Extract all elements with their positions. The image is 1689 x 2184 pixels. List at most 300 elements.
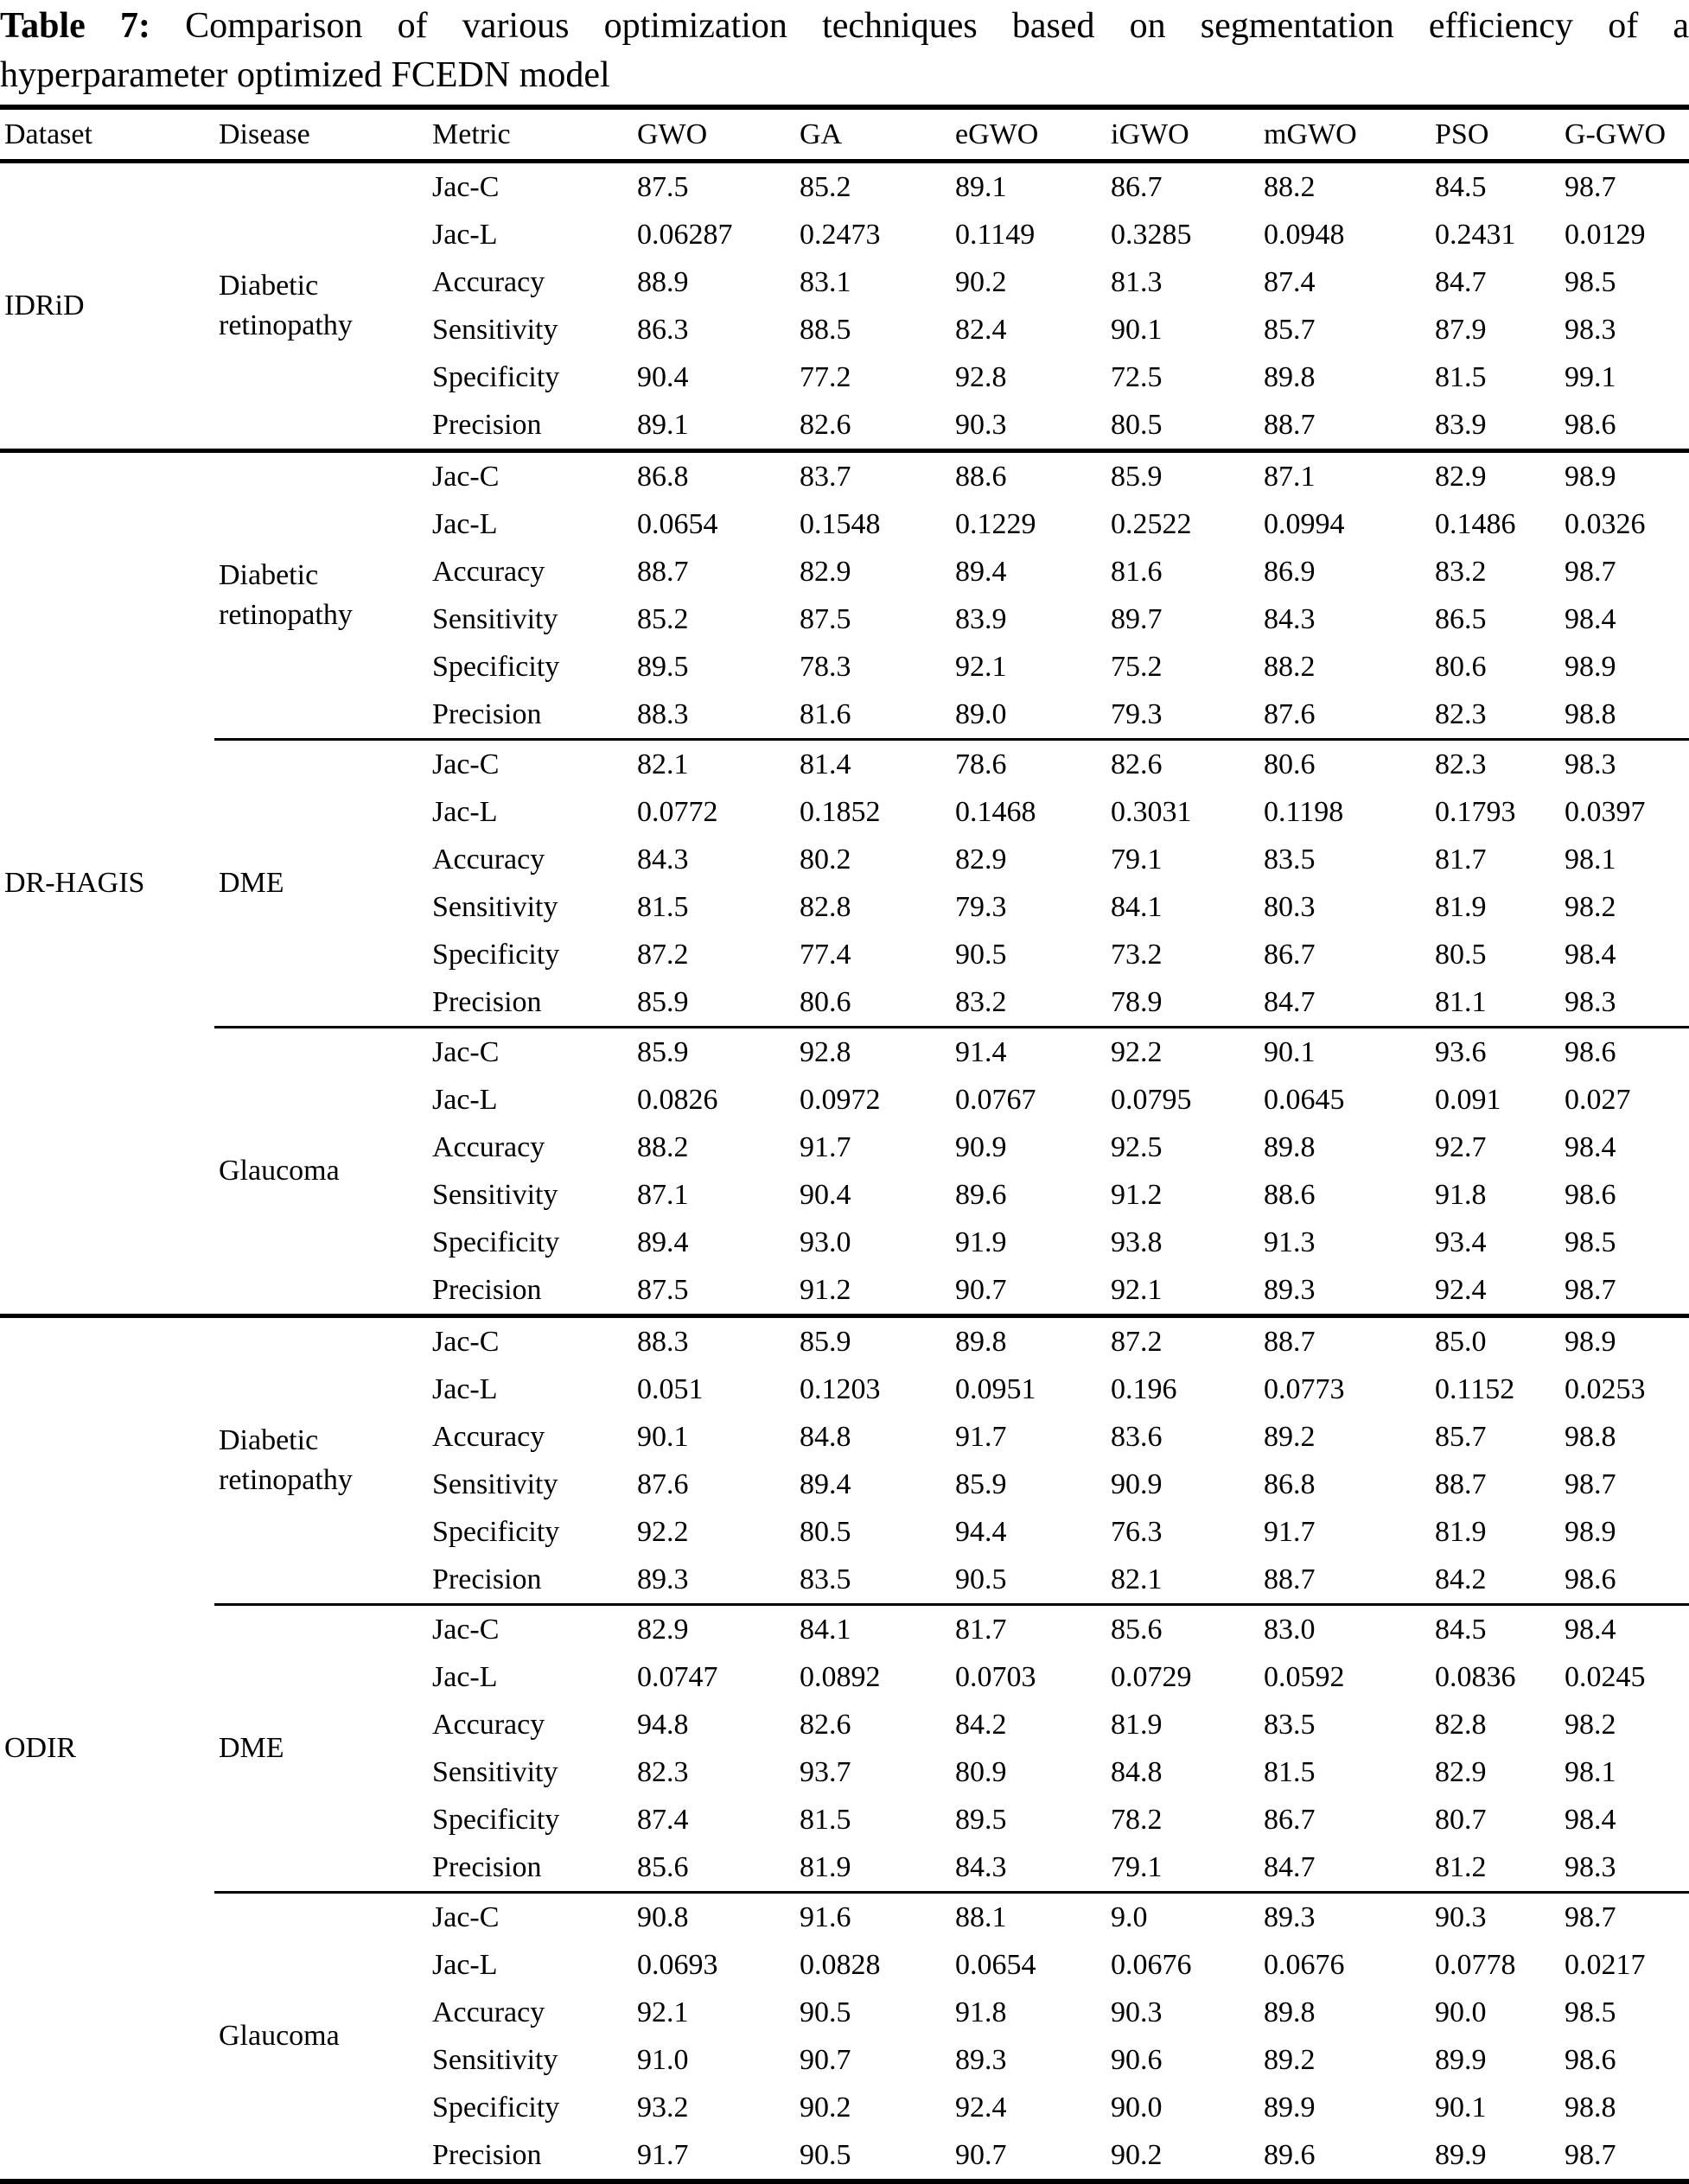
value-cell-ga: 82.9 — [800, 555, 851, 588]
metric-cell: Specificity — [432, 1226, 560, 1258]
value-cell-egwo: 83.9 — [955, 602, 1007, 635]
value-cell-pso: 87.9 — [1435, 313, 1487, 346]
value-cell-igwo: 89.7 — [1111, 602, 1163, 635]
value-cell-mgwo: 0.0676 — [1264, 1948, 1345, 1981]
value-cell-g-gwo: 98.4 — [1565, 1803, 1616, 1836]
value-cell-gwo: 87.4 — [637, 1803, 689, 1836]
value-cell-egwo: 89.8 — [951, 1316, 1106, 1366]
value-cell-ga: 91.6 — [795, 1893, 951, 1942]
value-cell-g-gwo: 98.6 — [1565, 2043, 1616, 2076]
value-cell-pso: 84.7 — [1435, 265, 1487, 298]
value-cell-ga: 83.5 — [800, 1563, 851, 1595]
value-cell-ga: 82.6 — [800, 408, 851, 441]
value-cell-g-gwo: 98.6 — [1565, 1563, 1616, 1595]
value-cell-mgwo: 86.8 — [1264, 1468, 1316, 1500]
value-cell-ga: 78.3 — [800, 650, 851, 683]
value-cell-gwo: 85.9 — [633, 1028, 795, 1077]
value-cell-ga: 84.8 — [800, 1420, 851, 1453]
value-cell-mgwo: 83.5 — [1264, 1708, 1316, 1741]
value-cell-g-gwo: 98.8 — [1565, 1420, 1616, 1453]
value-cell-gwo: 87.2 — [637, 938, 689, 971]
value-cell-igwo: 0.0729 — [1111, 1660, 1192, 1693]
value-cell-igwo: 9.0 — [1106, 1893, 1259, 1942]
value-cell-igwo: 85.9 — [1106, 451, 1259, 501]
value-cell-gwo: 94.8 — [637, 1708, 689, 1741]
disease-cell: Glaucoma — [214, 1893, 428, 2182]
value-cell-gwo: 88.3 — [637, 697, 689, 730]
value-cell-g-gwo: 98.7 — [1565, 170, 1616, 203]
metric-cell: Jac-C — [428, 1893, 633, 1942]
value-cell-gwo: 89.4 — [637, 1226, 689, 1258]
value-cell-gwo: 85.2 — [637, 602, 689, 635]
value-cell-g-gwo: 98.5 — [1565, 1226, 1616, 1258]
value-cell-egwo: 89.3 — [955, 2043, 1007, 2076]
metric-cell: Jac-C — [428, 1028, 633, 1077]
value-cell-egwo: 90.7 — [955, 2138, 1007, 2171]
value-cell-igwo: 76.3 — [1111, 1515, 1163, 1548]
value-cell-igwo: 84.8 — [1111, 1755, 1163, 1788]
value-cell-gwo: 0.0747 — [637, 1660, 718, 1693]
table-row — [0, 740, 1689, 789]
value-cell-g-gwo: 98.3 — [1565, 313, 1616, 346]
value-cell-g-gwo: 98.7 — [1565, 2138, 1616, 2171]
value-cell-mgwo: 89.8 — [1264, 1996, 1316, 2028]
value-cell-egwo: 89.5 — [955, 1803, 1007, 1836]
metric-cell: Jac-L — [432, 1660, 498, 1693]
value-cell-igwo: 90.3 — [1111, 1996, 1163, 2028]
value-cell-pso: 90.0 — [1435, 1996, 1487, 2028]
table-row — [0, 1605, 1689, 1654]
value-cell-g-gwo: 98.6 — [1565, 1178, 1616, 1211]
value-cell-gwo: 87.5 — [637, 1273, 689, 1306]
value-cell-pso: 82.3 — [1435, 697, 1487, 730]
value-cell-egwo: 85.9 — [955, 1468, 1007, 1500]
value-cell-gwo: 87.5 — [637, 170, 689, 203]
value-cell-egwo: 90.3 — [955, 408, 1007, 441]
value-cell-pso: 80.6 — [1435, 650, 1487, 683]
value-cell-igwo: 0.3031 — [1111, 795, 1192, 828]
value-cell-mgwo: 81.5 — [1264, 1755, 1316, 1788]
value-cell-pso: 85.0 — [1431, 1316, 1560, 1366]
metric-cell: Accuracy — [432, 1708, 545, 1741]
comparison-table — [0, 105, 1689, 2184]
caption-text: Comparison of various optimization techniques based on segmentation efficiency of a — [185, 6, 1689, 46]
value-cell-g-gwo: 98.7 — [1565, 1468, 1616, 1500]
value-cell-egwo: 79.3 — [955, 890, 1007, 923]
value-cell-mgwo: 0.0994 — [1264, 507, 1345, 540]
value-cell-gwo: 0.06287 — [637, 218, 733, 251]
value-cell-pso: 81.7 — [1435, 843, 1487, 876]
value-cell-pso: 84.2 — [1435, 1563, 1487, 1595]
value-cell-mgwo: 88.2 — [1264, 170, 1316, 203]
value-cell-ga: 93.7 — [800, 1755, 851, 1788]
value-cell-pso: 82.9 — [1431, 451, 1560, 501]
value-cell-g-gwo: 0.0326 — [1565, 507, 1646, 540]
value-cell-igwo: 0.2522 — [1111, 507, 1192, 540]
header-row — [0, 107, 1689, 162]
value-cell-mgwo: 0.0592 — [1264, 1660, 1345, 1693]
value-cell-g-gwo: 0.0397 — [1565, 795, 1646, 828]
metric-cell: Precision — [432, 2138, 542, 2171]
value-cell-mgwo: 84.7 — [1264, 1850, 1316, 1883]
value-cell-g-gwo: 98.5 — [1565, 1996, 1616, 2028]
value-cell-pso: 92.4 — [1435, 1273, 1487, 1306]
metric-cell: Sensitivity — [432, 313, 558, 346]
value-cell-ga: 81.9 — [800, 1850, 851, 1883]
value-cell-pso: 83.9 — [1435, 408, 1487, 441]
metric-cell: Specificity — [432, 360, 560, 393]
disease-cell: Diabetic retinopathy — [214, 451, 428, 740]
value-cell-ga: 91.7 — [800, 1130, 851, 1163]
value-cell-pso: 85.7 — [1435, 1420, 1487, 1453]
value-cell-g-gwo: 0.0245 — [1565, 1660, 1646, 1693]
value-cell-mgwo: 0.0645 — [1264, 1083, 1345, 1116]
value-cell-mgwo: 88.2 — [1264, 650, 1316, 683]
disease-cell: DME — [214, 740, 428, 1028]
value-cell-g-gwo: 98.8 — [1565, 697, 1616, 730]
value-cell-gwo: 88.7 — [637, 555, 689, 588]
value-cell-igwo: 81.3 — [1111, 265, 1163, 298]
value-cell-gwo: 89.3 — [637, 1563, 689, 1595]
value-cell-igwo: 79.1 — [1111, 1850, 1163, 1883]
value-cell-igwo: 82.1 — [1111, 1563, 1163, 1595]
value-cell-igwo: 92.1 — [1111, 1273, 1163, 1306]
metric-cell: Jac-L — [432, 218, 498, 251]
dataset-cell: DR-HAGIS — [0, 451, 214, 1316]
value-cell-igwo: 80.5 — [1111, 408, 1163, 441]
value-cell-ga: 84.1 — [795, 1605, 951, 1654]
metric-cell: Specificity — [432, 1515, 560, 1548]
value-cell-pso: 0.1793 — [1435, 795, 1516, 828]
value-cell-gwo: 0.051 — [637, 1372, 704, 1405]
value-cell-ga: 90.4 — [800, 1178, 851, 1211]
value-cell-g-gwo: 99.1 — [1565, 360, 1616, 393]
value-cell-ga: 90.5 — [800, 1996, 851, 2028]
value-cell-gwo: 90.1 — [637, 1420, 689, 1453]
value-cell-igwo: 87.2 — [1106, 1316, 1259, 1366]
value-cell-egwo: 88.1 — [951, 1893, 1106, 1942]
disease-cell: Diabetic retinopathy — [219, 270, 353, 341]
value-cell-egwo: 0.0654 — [955, 1948, 1036, 1981]
metric-cell: Jac-L — [432, 507, 498, 540]
value-cell-egwo: 92.8 — [955, 360, 1007, 393]
value-cell-mgwo: 86.7 — [1264, 1803, 1316, 1836]
value-cell-egwo: 84.2 — [955, 1708, 1007, 1741]
value-cell-egwo: 91.4 — [951, 1028, 1106, 1077]
metric-cell: Specificity — [432, 650, 560, 683]
value-cell-gwo: 90.4 — [637, 360, 689, 393]
value-cell-igwo: 93.8 — [1111, 1226, 1163, 1258]
metric-cell: Precision — [432, 985, 542, 1018]
value-cell-egwo: 83.2 — [955, 985, 1007, 1018]
value-cell-pso: 0.1486 — [1435, 507, 1516, 540]
metric-cell: Specificity — [432, 938, 560, 971]
value-cell-egwo: 91.7 — [955, 1420, 1007, 1453]
value-cell-mgwo: 89.2 — [1264, 2043, 1316, 2076]
value-cell-mgwo: 88.6 — [1264, 1178, 1316, 1211]
metric-cell: Accuracy — [432, 1130, 545, 1163]
metric-cell: Accuracy — [432, 555, 545, 588]
value-cell-egwo: 90.7 — [955, 1273, 1007, 1306]
value-cell-mgwo: 87.6 — [1264, 697, 1316, 730]
metric-cell: Jac-L — [432, 1948, 498, 1981]
column-header-mgwo: mGWO — [1259, 107, 1431, 162]
value-cell-gwo: 84.3 — [637, 843, 689, 876]
value-cell-igwo: 72.5 — [1111, 360, 1163, 393]
value-cell-mgwo: 83.0 — [1259, 1605, 1431, 1654]
metric-cell: Jac-L — [432, 795, 498, 828]
value-cell-mgwo: 91.3 — [1264, 1226, 1316, 1258]
value-cell-gwo: 0.0693 — [637, 1948, 718, 1981]
value-cell-pso: 84.5 — [1435, 170, 1487, 203]
metric-cell: Accuracy — [432, 265, 545, 298]
value-cell-pso: 89.9 — [1435, 2043, 1487, 2076]
value-cell-egwo: 88.6 — [951, 451, 1106, 501]
value-cell-igwo: 75.2 — [1111, 650, 1163, 683]
value-cell-ga: 93.0 — [800, 1226, 851, 1258]
value-cell-g-gwo: 98.5 — [1565, 265, 1616, 298]
value-cell-mgwo: 84.7 — [1264, 985, 1316, 1018]
value-cell-mgwo: 89.8 — [1264, 1130, 1316, 1163]
value-cell-igwo: 90.9 — [1111, 1468, 1163, 1500]
value-cell-mgwo: 0.0948 — [1264, 218, 1345, 251]
value-cell-igwo: 84.1 — [1111, 890, 1163, 923]
value-cell-igwo: 73.2 — [1111, 938, 1163, 971]
value-cell-g-gwo: 98.1 — [1565, 843, 1616, 876]
metric-cell: Precision — [432, 1563, 542, 1595]
value-cell-pso: 81.9 — [1435, 1515, 1487, 1548]
value-cell-egwo: 0.0951 — [955, 1372, 1036, 1405]
value-cell-gwo: 91.0 — [637, 2043, 689, 2076]
value-cell-mgwo: 86.7 — [1264, 938, 1316, 971]
column-header-ga: GA — [795, 107, 951, 162]
value-cell-pso: 82.3 — [1431, 740, 1560, 789]
value-cell-mgwo: 88.7 — [1264, 408, 1316, 441]
value-cell-ga: 89.4 — [800, 1468, 851, 1500]
value-cell-egwo: 90.5 — [955, 1563, 1007, 1595]
value-cell-g-gwo: 98.9 — [1560, 1316, 1689, 1366]
value-cell-gwo: 0.0654 — [637, 507, 718, 540]
value-cell-ga: 81.6 — [800, 697, 851, 730]
value-cell-gwo: 0.0826 — [637, 1083, 718, 1116]
column-header-g-gwo: G-GWO — [1560, 107, 1689, 162]
value-cell-ga: 92.8 — [795, 1028, 951, 1077]
value-cell-igwo: 85.6 — [1106, 1605, 1259, 1654]
value-cell-mgwo: 89.6 — [1264, 2138, 1316, 2171]
value-cell-gwo: 87.1 — [637, 1178, 689, 1211]
value-cell-ga: 0.0892 — [800, 1660, 881, 1693]
value-cell-igwo: 81.9 — [1111, 1708, 1163, 1741]
disease-cell: DME — [214, 1605, 428, 1893]
column-header-disease: Disease — [214, 107, 428, 162]
value-cell-mgwo: 90.1 — [1259, 1028, 1431, 1077]
value-cell-ga: 81.4 — [795, 740, 951, 789]
value-cell-mgwo: 80.3 — [1264, 890, 1316, 923]
value-cell-ga: 80.5 — [800, 1515, 851, 1548]
value-cell-egwo: 84.3 — [955, 1850, 1007, 1883]
value-cell-igwo: 0.0676 — [1111, 1948, 1192, 1981]
value-cell-gwo: 88.2 — [637, 1130, 689, 1163]
table-row — [0, 451, 1689, 501]
value-cell-igwo: 90.0 — [1111, 2091, 1163, 2124]
value-cell-ga: 85.2 — [800, 170, 851, 203]
value-cell-g-gwo: 98.8 — [1565, 2091, 1616, 2124]
value-cell-ga: 0.1203 — [800, 1372, 881, 1405]
value-cell-egwo: 78.6 — [951, 740, 1106, 789]
value-cell-egwo: 91.9 — [955, 1226, 1007, 1258]
metric-cell: Sensitivity — [432, 2043, 558, 2076]
table-body — [0, 162, 1689, 2182]
value-cell-egwo: 89.4 — [955, 555, 1007, 588]
column-header-dataset: Dataset — [0, 107, 214, 162]
value-cell-mgwo: 89.3 — [1264, 1273, 1316, 1306]
value-cell-pso: 90.3 — [1431, 1893, 1560, 1942]
value-cell-gwo: 87.6 — [637, 1468, 689, 1500]
value-cell-g-gwo: 98.4 — [1565, 602, 1616, 635]
value-cell-mgwo: 83.5 — [1264, 843, 1316, 876]
metric-cell: Precision — [432, 1273, 542, 1306]
value-cell-g-gwo: 98.7 — [1565, 1273, 1616, 1306]
value-cell-ga: 82.6 — [800, 1708, 851, 1741]
value-cell-g-gwo: 98.4 — [1565, 938, 1616, 971]
value-cell-gwo: 91.7 — [637, 2138, 689, 2171]
metric-cell: Jac-C — [432, 170, 500, 203]
value-cell-mgwo: 0.0773 — [1264, 1372, 1345, 1405]
value-cell-ga: 77.2 — [800, 360, 851, 393]
value-cell-g-gwo: 98.6 — [1560, 1028, 1689, 1077]
value-cell-ga: 80.2 — [800, 843, 851, 876]
table-caption — [0, 0, 1689, 100]
value-cell-egwo: 0.0767 — [955, 1083, 1036, 1116]
value-cell-mgwo: 91.7 — [1264, 1515, 1316, 1548]
value-cell-igwo: 81.6 — [1111, 555, 1163, 588]
value-cell-egwo: 92.1 — [955, 650, 1007, 683]
value-cell-pso: 0.2431 — [1435, 218, 1516, 251]
metric-cell: Accuracy — [432, 1996, 545, 2028]
value-cell-ga: 0.2473 — [800, 218, 881, 251]
dataset-cell: IDRiD — [4, 290, 85, 322]
column-header-igwo: iGWO — [1106, 107, 1259, 162]
value-cell-gwo: 85.9 — [637, 985, 689, 1018]
value-cell-igwo: 79.3 — [1111, 697, 1163, 730]
value-cell-mgwo: 89.9 — [1264, 2091, 1316, 2124]
value-cell-igwo: 90.6 — [1111, 2043, 1163, 2076]
value-cell-ga: 77.4 — [800, 938, 851, 971]
value-cell-egwo: 82.9 — [955, 843, 1007, 876]
metric-cell: Precision — [432, 697, 542, 730]
metric-cell: Jac-L — [432, 1083, 498, 1116]
value-cell-pso: 0.0778 — [1435, 1948, 1516, 1981]
value-cell-egwo: 90.5 — [955, 938, 1007, 971]
metric-cell: Specificity — [432, 1803, 560, 1836]
caption-line-2: hyperparameter optimized FCEDN model — [0, 55, 610, 95]
value-cell-ga: 80.6 — [800, 985, 851, 1018]
value-cell-egwo: 0.1149 — [955, 218, 1036, 251]
value-cell-g-gwo: 0.0253 — [1565, 1372, 1646, 1405]
value-cell-egwo: 0.0703 — [955, 1660, 1036, 1693]
value-cell-gwo: 89.5 — [637, 650, 689, 683]
value-cell-g-gwo: 98.2 — [1565, 890, 1616, 923]
value-cell-ga: 85.9 — [795, 1316, 951, 1366]
metric-cell: Sensitivity — [432, 890, 558, 923]
value-cell-igwo: 91.2 — [1111, 1178, 1163, 1211]
value-cell-igwo: 78.2 — [1111, 1803, 1163, 1836]
value-cell-egwo: 90.2 — [955, 265, 1007, 298]
metric-cell: Sensitivity — [432, 1755, 558, 1788]
value-cell-gwo: 86.8 — [633, 451, 795, 501]
value-cell-gwo: 0.0772 — [637, 795, 718, 828]
value-cell-pso: 80.7 — [1435, 1803, 1487, 1836]
value-cell-ga: 0.0972 — [800, 1083, 881, 1116]
value-cell-pso: 86.5 — [1435, 602, 1487, 635]
value-cell-ga: 91.2 — [800, 1273, 851, 1306]
value-cell-ga: 87.5 — [800, 602, 851, 635]
metric-cell: Sensitivity — [432, 1178, 558, 1211]
value-cell-g-gwo: 98.2 — [1565, 1708, 1616, 1741]
value-cell-pso: 81.5 — [1435, 360, 1487, 393]
value-cell-igwo: 0.196 — [1111, 1372, 1177, 1405]
value-cell-ga: 0.1852 — [800, 795, 881, 828]
value-cell-g-gwo: 98.6 — [1565, 408, 1616, 441]
value-cell-pso: 82.8 — [1435, 1708, 1487, 1741]
value-cell-mgwo: 88.7 — [1264, 1563, 1316, 1595]
value-cell-mgwo: 89.3 — [1259, 1893, 1431, 1942]
value-cell-igwo: 0.3285 — [1111, 218, 1192, 251]
value-cell-g-gwo: 98.9 — [1565, 1515, 1616, 1548]
value-cell-pso: 90.1 — [1435, 2091, 1487, 2124]
metric-cell: Accuracy — [432, 1420, 545, 1453]
column-header-metric: Metric — [428, 107, 633, 162]
value-cell-igwo: 92.2 — [1106, 1028, 1259, 1077]
value-cell-ga: 83.7 — [795, 451, 951, 501]
value-cell-mgwo: 80.6 — [1259, 740, 1431, 789]
value-cell-igwo: 82.6 — [1106, 740, 1259, 789]
value-cell-gwo: 88.3 — [633, 1316, 795, 1366]
value-cell-pso: 82.9 — [1435, 1755, 1487, 1788]
value-cell-pso: 81.2 — [1435, 1850, 1487, 1883]
value-cell-pso: 0.0836 — [1435, 1660, 1516, 1693]
value-cell-mgwo: 89.8 — [1264, 360, 1316, 393]
value-cell-mgwo: 87.1 — [1259, 451, 1431, 501]
value-cell-egwo: 91.8 — [955, 1996, 1007, 2028]
value-cell-egwo: 94.4 — [955, 1515, 1007, 1548]
metric-cell: Accuracy — [432, 843, 545, 876]
value-cell-egwo: 0.1229 — [955, 507, 1036, 540]
value-cell-ga: 90.5 — [800, 2138, 851, 2171]
value-cell-igwo: 92.5 — [1111, 1130, 1163, 1163]
value-cell-ga: 90.2 — [800, 2091, 851, 2124]
value-cell-pso: 93.6 — [1431, 1028, 1560, 1077]
column-header-egwo: eGWO — [951, 107, 1106, 162]
value-cell-gwo: 82.1 — [633, 740, 795, 789]
metric-cell: Jac-C — [428, 740, 633, 789]
value-cell-igwo: 86.7 — [1111, 170, 1163, 203]
value-cell-igwo: 90.2 — [1111, 2138, 1163, 2171]
value-cell-g-gwo: 98.4 — [1565, 1130, 1616, 1163]
value-cell-gwo: 93.2 — [637, 2091, 689, 2124]
value-cell-pso: 91.8 — [1435, 1178, 1487, 1211]
value-cell-ga: 0.1548 — [800, 507, 881, 540]
table-row — [0, 1316, 1689, 1366]
value-cell-egwo: 82.4 — [955, 313, 1007, 346]
value-cell-egwo: 89.1 — [955, 170, 1007, 203]
disease-cell: Diabetic retinopathy — [214, 1316, 428, 1605]
value-cell-g-gwo: 0.0129 — [1565, 218, 1646, 251]
value-cell-mgwo: 89.2 — [1264, 1420, 1316, 1453]
value-cell-pso: 83.2 — [1435, 555, 1487, 588]
value-cell-g-gwo: 98.1 — [1565, 1755, 1616, 1788]
metric-cell: Sensitivity — [432, 602, 558, 635]
